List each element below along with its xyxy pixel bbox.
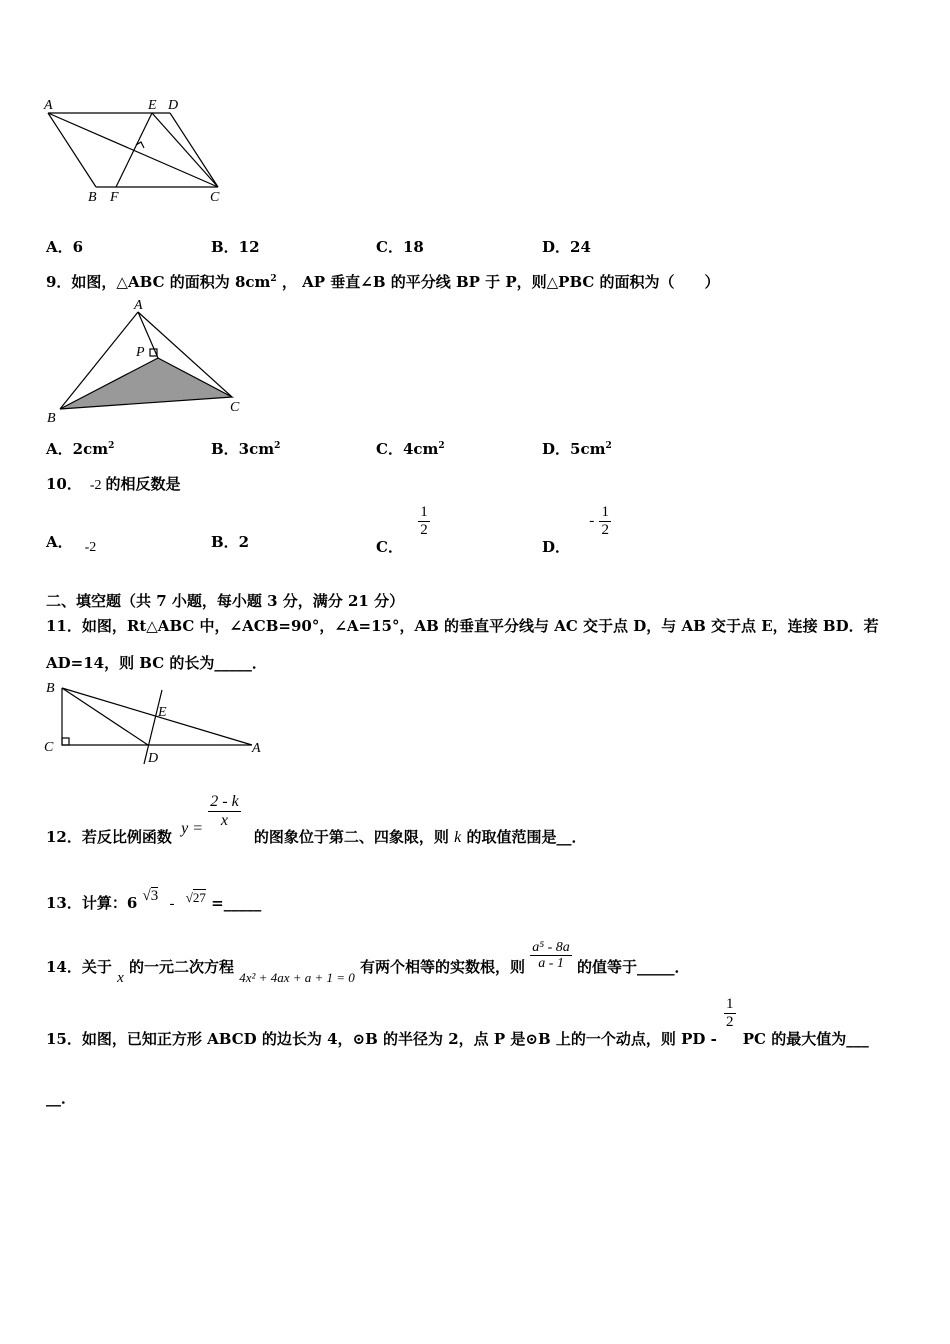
label-b: B (47, 411, 56, 426)
label-a: A (252, 741, 261, 756)
q11-line1: 11．如图，Rt△ABC 中，∠ACB=90°，∠A=15°，AB 的垂直平分线与 AC 交于点 D，与 AB 交于点 E，连接 BD．若 (46, 617, 879, 635)
q9-option-d: D．$5cm^2$ (542, 440, 612, 458)
label-d: D (148, 751, 159, 766)
q10-option-c: C． $\frac{1}{2}$ (376, 504, 428, 556)
fraction-2-minus-k-over-x: $\frac{2 - k}{x}$ (210, 793, 239, 829)
sqrt-27: √27 (185, 890, 206, 905)
label-c: C (44, 740, 54, 755)
label-d: D (168, 98, 179, 113)
q9-option-a: A．$2cm^2$ (46, 440, 115, 458)
q14-question: 14．关于 x 的一元二次方程 4x² + 4ax + a + 1 = 0 有两个相等的实数根，则 $\frac{\text{a⁵ - 8a}}{a - 1}$ 的值等于_____． (46, 940, 690, 986)
q10-option-b: B．2 (211, 533, 250, 551)
label-b: B (46, 681, 55, 696)
figure-q8-parallelogram (40, 95, 240, 210)
figure-q9-triangle (40, 296, 255, 426)
q8-option-a: A．6 (46, 238, 84, 256)
label-c: C (210, 190, 220, 205)
q11-line2: AD=14，则 BC 的长为_____． (46, 654, 267, 672)
fraction-a5-minus-8a: $\frac{\text{a⁵ - 8a}}{a - 1}$ (532, 940, 570, 972)
q9-option-c: C．$4cm^2$ (376, 440, 445, 458)
section-title: 二、填空题（共 7 小题，每小题 3 分，满分 21 分） (46, 592, 405, 610)
label-p: P (136, 345, 145, 360)
label-e: E (158, 705, 167, 720)
label-b: B (88, 190, 97, 205)
q8-option-d: D．24 (542, 238, 591, 256)
q8-option-b: B．12 (211, 238, 260, 256)
fraction-one-half: $\frac{1}{2}$ (601, 504, 609, 538)
q13-question: 13．计算：6 √3 - √27 =_____ (46, 888, 262, 912)
label-c: C (230, 400, 240, 415)
fraction-one-half: $\frac{1}{2}$ (726, 996, 734, 1030)
q10-option-a: A． -2 (46, 533, 97, 555)
q9-option-b: B．$3cm^2$ (211, 440, 281, 458)
q10-option-d: D． - $\frac{1}{2}$ (542, 504, 609, 556)
label-e: E (148, 98, 157, 113)
label-a: A (134, 298, 143, 313)
q15-line2: __． (46, 1089, 77, 1107)
figure-q11-triangle (40, 678, 270, 770)
q9-question: 9．如图，△ABC 的面积为 $8cm^2$ ， AP 垂直∠B 的平分线 BP 于 P，则△PBC 的面积为（ ） (46, 273, 720, 291)
label-f: F (110, 190, 119, 205)
q10-question: 10． -2 的相反数是 (46, 475, 181, 493)
fraction-one-half: $\frac{1}{2}$ (420, 504, 428, 538)
q15-question: 15．如图，已知正方形 ABCD 的边长为 4，⊙B 的半径为 2，点 P 是⊙B 上的一个动点，则 PD - $\frac{1}{2}$ PC 的最大值为___ (46, 996, 869, 1048)
q12-question: 12．若反比例函数 y = $\frac{2 - k}{x}$ 的图象位于第二、四象限，则 k 的取值范围是__． (46, 793, 587, 847)
q8-option-c: C．18 (376, 238, 424, 256)
label-a: A (44, 98, 53, 113)
sqrt-3: √3 (142, 888, 159, 904)
